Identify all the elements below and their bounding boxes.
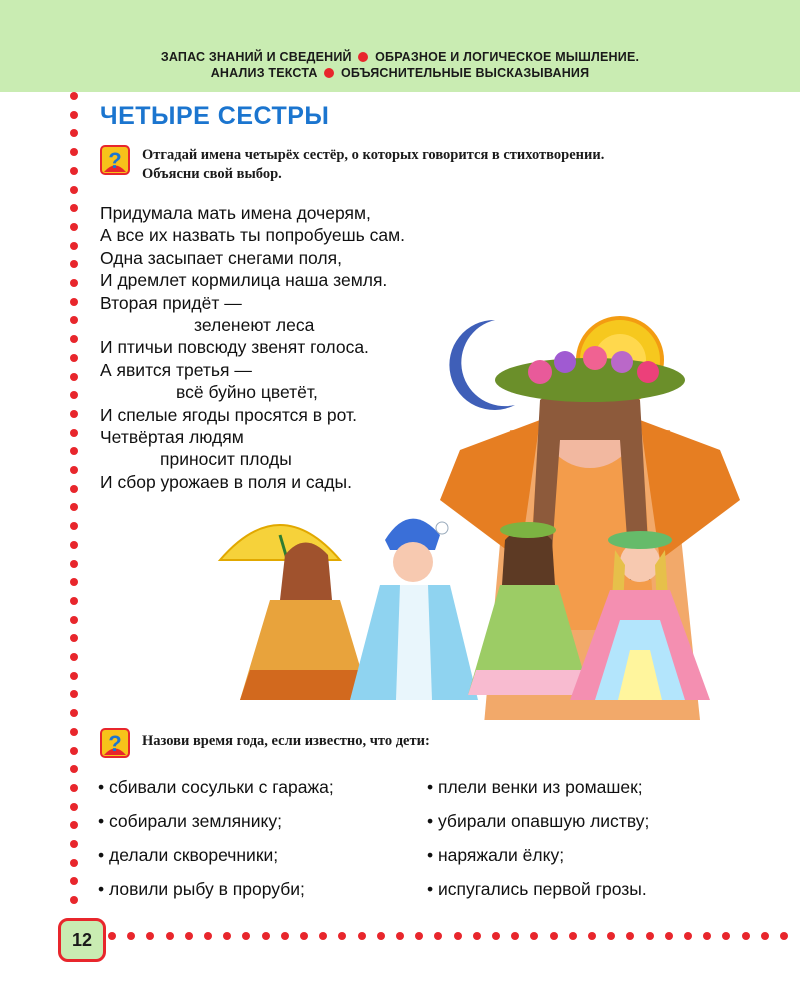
poem-line: Одна засыпает снегами поля, (100, 247, 342, 268)
border-dot (70, 129, 78, 137)
border-dot (70, 541, 78, 549)
border-dot (70, 709, 78, 717)
page-title: ЧЕТЫРЕ СЕСТРЫ (100, 102, 330, 130)
header-topics-line-1 (0, 50, 800, 64)
border-dot (70, 447, 78, 455)
border-dot (550, 932, 558, 940)
border-dot (70, 821, 78, 829)
page-number: 12 (58, 918, 106, 962)
task-1-instruction (142, 146, 604, 184)
border-dot (127, 932, 135, 940)
bullet-list-right (427, 770, 649, 906)
left-dotted-border (70, 92, 80, 912)
poem-line: зеленеют леса (194, 314, 315, 335)
task-1-line: Объясни свой выбор. (142, 166, 282, 182)
border-dot (70, 784, 78, 792)
border-dot (70, 803, 78, 811)
poem-line: А явится третья — (100, 359, 252, 380)
question-mark-icon (100, 728, 130, 758)
border-dot (454, 932, 462, 940)
border-dot (70, 111, 78, 119)
border-dot (70, 466, 78, 474)
list-item: • собирали землянику; (98, 811, 282, 831)
border-dot (530, 932, 538, 940)
border-dot (70, 503, 78, 511)
border-dot (70, 354, 78, 362)
border-dot (70, 672, 78, 680)
poem-line: И птичьи повсюду звенят голоса. (100, 337, 369, 358)
winter-girl-figure (350, 519, 478, 700)
question-mark-icon (100, 145, 130, 175)
border-dot (780, 932, 788, 940)
border-dot (569, 932, 577, 940)
svg-text:?: ? (108, 148, 122, 173)
poem-line: А все их назвать ты попробуешь сам. (100, 225, 405, 246)
border-dot (70, 765, 78, 773)
border-dot (223, 932, 231, 940)
border-dot (70, 204, 78, 212)
border-dot (434, 932, 442, 940)
border-dot (70, 653, 78, 661)
border-dot (70, 335, 78, 343)
border-dot (185, 932, 193, 940)
list-item: • делали скворечники; (98, 845, 279, 865)
border-dot (262, 932, 270, 940)
border-dot (646, 932, 654, 940)
border-dot (761, 932, 769, 940)
task-2-instruction: Назови время года, если известно, что дети: (142, 733, 430, 749)
list-item: • плели венки из ромашек; (427, 777, 643, 797)
border-dot (742, 932, 750, 940)
border-dot (377, 932, 385, 940)
border-dot (70, 242, 78, 250)
header-topic: ЗАПАС ЗНАНИЙ И СВЕДЕНИЙ (160, 50, 352, 64)
border-dot (70, 877, 78, 885)
border-dot (473, 932, 481, 940)
border-dot (415, 932, 423, 940)
border-dot (511, 932, 519, 940)
border-dot (70, 410, 78, 418)
poem-line: всё буйно цветёт, (176, 382, 318, 403)
border-dot (70, 260, 78, 268)
border-dot (70, 167, 78, 175)
border-dot (70, 840, 78, 848)
list-item: • испугались первой грозы. (427, 879, 647, 899)
poem-line: И сбор урожаев в поля и сады. (100, 471, 352, 492)
border-dot (396, 932, 404, 940)
header-topic: ОБРАЗНОЕ И ЛОГИЧЕСКОЕ МЫШЛЕНИЕ. (375, 50, 640, 64)
border-dot (70, 316, 78, 324)
bullet-dot-icon (358, 52, 368, 62)
task-1-line: Отгадай имена четырёх сестёр, о которых говорится в стихотворении. (142, 147, 605, 163)
poem-line: Четвёртая людям (100, 426, 244, 447)
border-dot (70, 896, 78, 904)
header-topics-line-2 (0, 66, 800, 80)
border-dot (338, 932, 346, 940)
border-dot (319, 932, 327, 940)
svg-text:?: ? (108, 731, 122, 756)
border-dot (70, 279, 78, 287)
border-dot (703, 932, 711, 940)
border-dot (70, 728, 78, 736)
autumn-girl-figure (220, 525, 370, 700)
header-topic: АНАЛИЗ ТЕКСТА (210, 66, 318, 80)
border-dot (70, 578, 78, 586)
border-dot (70, 391, 78, 399)
border-dot (665, 932, 673, 940)
border-dot (242, 932, 250, 940)
border-dot (607, 932, 615, 940)
border-dot (70, 634, 78, 642)
poem-line: приносит плоды (160, 449, 292, 470)
bullet-dot-icon (324, 68, 334, 78)
header-topic: ОБЪЯСНИТЕЛЬНЫЕ ВЫСКАЗЫВАНИЯ (341, 66, 590, 80)
border-dot (70, 373, 78, 381)
border-dot (204, 932, 212, 940)
list-item: • сбивали сосульки с гаража; (98, 777, 334, 797)
list-item: • убирали опавшую листву; (427, 811, 650, 831)
list-item: • наряжали ёлку; (427, 845, 565, 865)
bullet-list-left (98, 770, 334, 906)
poem-line: Вторая придёт — (100, 292, 242, 313)
poem-line: И дремлет кормилица наша земля. (100, 270, 388, 291)
border-dot (70, 616, 78, 624)
border-dot (70, 597, 78, 605)
border-dot (492, 932, 500, 940)
poem-line: И спелые ягоды просятся в рот. (100, 404, 357, 425)
border-dot (722, 932, 730, 940)
bottom-dotted-border (108, 932, 800, 942)
border-dot (108, 932, 116, 940)
border-dot (70, 148, 78, 156)
border-dot (70, 747, 78, 755)
border-dot (684, 932, 692, 940)
border-dot (146, 932, 154, 940)
border-dot (281, 932, 289, 940)
border-dot (588, 932, 596, 940)
four-sisters-illustration (210, 300, 800, 720)
border-dot (70, 522, 78, 530)
border-dot (358, 932, 366, 940)
border-dot (70, 690, 78, 698)
border-dot (626, 932, 634, 940)
border-dot (70, 859, 78, 867)
list-item: • ловили рыбу в проруби; (98, 879, 305, 899)
border-dot (300, 932, 308, 940)
border-dot (70, 485, 78, 493)
border-dot (70, 298, 78, 306)
border-dot (166, 932, 174, 940)
border-dot (70, 223, 78, 231)
border-dot (70, 186, 78, 194)
border-dot (70, 92, 78, 100)
border-dot (70, 429, 78, 437)
border-dot (70, 560, 78, 568)
poem-line: Придумала мать имена дочерям, (100, 203, 371, 223)
